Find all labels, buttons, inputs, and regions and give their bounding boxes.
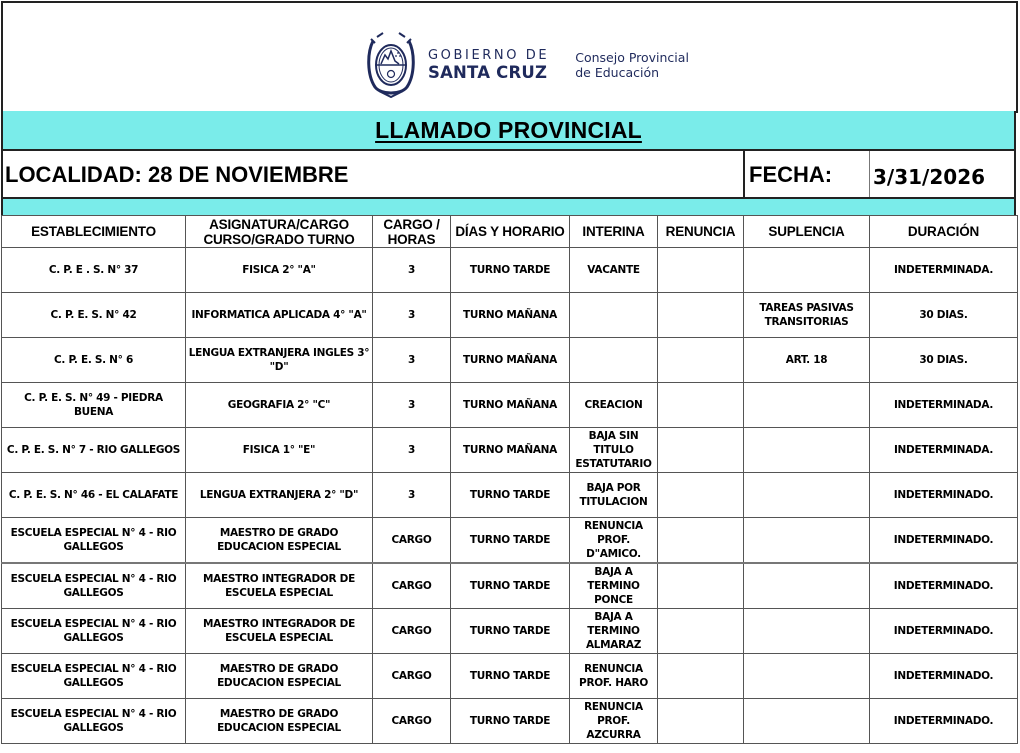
dias-horario-cell: TURNO TARDE	[451, 563, 570, 609]
positions-table	[1, 215, 1018, 744]
table-row	[2, 248, 1018, 293]
establecimiento-cell: ESCUELA ESPECIAL N° 4 - RIO GALLEGOS	[2, 609, 186, 654]
interina-cell: RENUNCIA PROF. D"AMICO.	[570, 518, 658, 564]
interina-cell: BAJA POR TITULACION	[570, 473, 658, 518]
santa-cruz-coat-of-arms-icon	[365, 29, 417, 101]
dias-horario-cell: TURNO MAÑANA	[451, 293, 570, 338]
column-header: RENUNCIA	[658, 216, 744, 248]
establecimiento-cell: C. P. E. S. N° 6	[2, 338, 186, 383]
table-row	[2, 428, 1018, 473]
suplencia-cell	[744, 699, 870, 744]
table-row	[2, 518, 1018, 564]
suplencia-cell	[744, 473, 870, 518]
table-row	[2, 563, 1018, 609]
interina-cell: BAJA A TERMINO ALMARAZ	[570, 609, 658, 654]
renuncia-cell	[658, 293, 744, 338]
cargo-horas-cell: CARGO	[373, 518, 451, 564]
duracion-cell: 30 DIAS.	[870, 338, 1018, 383]
renuncia-cell	[658, 248, 744, 293]
interina-cell	[570, 338, 658, 383]
duracion-cell: 30 DIAS.	[870, 293, 1018, 338]
table-row	[2, 338, 1018, 383]
institution-logo	[365, 29, 689, 101]
table-row	[2, 654, 1018, 699]
suplencia-cell	[744, 518, 870, 564]
dias-horario-cell: TURNO MAÑANA	[451, 383, 570, 428]
establecimiento-cell: ESCUELA ESPECIAL N° 4 - RIO GALLEGOS	[2, 563, 186, 609]
renuncia-cell	[658, 563, 744, 609]
asignatura-cell: MAESTRO DE GRADO EDUCACION ESPECIAL	[186, 654, 373, 699]
suplencia-cell	[744, 248, 870, 293]
duracion-cell: INDETERMINADO.	[870, 699, 1018, 744]
suplencia-cell: ART. 18	[744, 338, 870, 383]
interina-cell: RENUNCIA PROF. AZCURRA	[570, 699, 658, 744]
duracion-cell: INDETERMINADA.	[870, 383, 1018, 428]
interina-cell: VACANTE	[570, 248, 658, 293]
suplencia-cell	[744, 563, 870, 609]
interina-cell: BAJA A TERMINO PONCE	[570, 563, 658, 609]
asignatura-cell: MAESTRO DE GRADO EDUCACION ESPECIAL	[186, 699, 373, 744]
renuncia-cell	[658, 383, 744, 428]
renuncia-cell	[658, 518, 744, 564]
dias-horario-cell: TURNO TARDE	[451, 699, 570, 744]
duracion-cell: INDETERMINADO.	[870, 473, 1018, 518]
dias-horario-cell: TURNO TARDE	[451, 609, 570, 654]
column-header: ESTABLECIMIENTO	[2, 216, 186, 248]
dias-horario-cell: TURNO TARDE	[451, 654, 570, 699]
establecimiento-cell: C. P. E . S. N° 37	[2, 248, 186, 293]
suplencia-cell	[744, 428, 870, 473]
interina-cell: BAJA SIN TITULO ESTATUTARIO	[570, 428, 658, 473]
suplencia-cell	[744, 654, 870, 699]
renuncia-cell	[658, 699, 744, 744]
column-header: CARGO / HORAS	[373, 216, 451, 248]
table-row	[2, 699, 1018, 744]
government-name	[428, 49, 549, 82]
duracion-cell: INDETERMINADO.	[870, 563, 1018, 609]
cargo-horas-cell: 3	[373, 383, 451, 428]
cargo-horas-cell: CARGO	[373, 699, 451, 744]
table-row	[2, 609, 1018, 654]
column-header: DURACIÓN	[870, 216, 1018, 248]
fecha-label: FECHA:	[749, 162, 833, 187]
establecimiento-cell: C. P. E. S. N° 42	[2, 293, 186, 338]
table-row	[2, 383, 1018, 428]
asignatura-cell: FISICA 2° "A"	[186, 248, 373, 293]
dias-horario-cell: TURNO TARDE	[451, 518, 570, 564]
column-header: SUPLENCIA	[744, 216, 870, 248]
duracion-cell: INDETERMINADO.	[870, 518, 1018, 564]
suplencia-cell: TAREAS PASIVAS TRANSITORIAS	[744, 293, 870, 338]
asignatura-cell: MAESTRO INTEGRADOR DE ESCUELA ESPECIAL	[186, 609, 373, 654]
location-row	[1, 149, 1016, 199]
council-line-1: Consejo Provincial	[575, 50, 689, 65]
establecimiento-cell: ESCUELA ESPECIAL N° 4 - RIO GALLEGOS	[2, 699, 186, 744]
suplencia-cell	[744, 383, 870, 428]
separator-band	[1, 199, 1016, 215]
duracion-cell: INDETERMINADO.	[870, 609, 1018, 654]
renuncia-cell	[658, 609, 744, 654]
column-header: INTERINA	[570, 216, 658, 248]
renuncia-cell	[658, 654, 744, 699]
council-name	[575, 50, 689, 80]
suplencia-cell	[744, 609, 870, 654]
dias-horario-cell: TURNO MAÑANA	[451, 428, 570, 473]
establecimiento-cell: C. P. E. S. N° 7 - RIO GALLEGOS	[2, 428, 186, 473]
renuncia-cell	[658, 338, 744, 383]
cargo-horas-cell: CARGO	[373, 654, 451, 699]
establecimiento-cell: ESCUELA ESPECIAL N° 4 - RIO GALLEGOS	[2, 518, 186, 564]
asignatura-cell: LENGUA EXTRANJERA 2° "D"	[186, 473, 373, 518]
dias-horario-cell: TURNO TARDE	[451, 473, 570, 518]
cargo-horas-cell: 3	[373, 473, 451, 518]
column-header: ASIGNATURA/CARGO CURSO/GRADO TURNO	[186, 216, 373, 248]
cargo-horas-cell: 3	[373, 428, 451, 473]
duracion-cell: INDETERMINADA.	[870, 428, 1018, 473]
column-header: DÍAS Y HORARIO	[451, 216, 570, 248]
duracion-cell: INDETERMINADA.	[870, 248, 1018, 293]
table-row	[2, 473, 1018, 518]
table-row	[2, 293, 1018, 338]
fecha-value: 3/31/2026	[873, 165, 986, 189]
asignatura-cell: MAESTRO DE GRADO EDUCACION ESPECIAL	[186, 518, 373, 564]
interina-cell: CREACION	[570, 383, 658, 428]
date-cell	[869, 151, 1014, 197]
cargo-horas-cell: 3	[373, 293, 451, 338]
cargo-horas-cell: CARGO	[373, 563, 451, 609]
interina-cell: RENUNCIA PROF. HARO	[570, 654, 658, 699]
renuncia-cell	[658, 428, 744, 473]
cargo-horas-cell: 3	[373, 338, 451, 383]
renuncia-cell	[658, 473, 744, 518]
asignatura-cell: GEOGRAFIA 2° "C"	[186, 383, 373, 428]
cargo-horas-cell: 3	[373, 248, 451, 293]
dias-horario-cell: TURNO MAÑANA	[451, 338, 570, 383]
localidad-label: LOCALIDAD: 28 DE NOVIEMBRE	[5, 162, 349, 187]
council-line-2: de Educación	[575, 65, 660, 80]
dias-horario-cell: TURNO TARDE	[451, 248, 570, 293]
cargo-horas-cell: CARGO	[373, 609, 451, 654]
page-title: LLAMADO PROVINCIAL	[375, 116, 642, 143]
interina-cell	[570, 293, 658, 338]
title-band	[1, 111, 1016, 149]
asignatura-cell: FISICA 1° "E"	[186, 428, 373, 473]
asignatura-cell: INFORMATICA APLICADA 4° "A"	[186, 293, 373, 338]
establecimiento-cell: C. P. E. S. N° 49 - PIEDRA BUENA	[2, 383, 186, 428]
table-header-row	[2, 216, 1018, 248]
government-line-2: SANTA CRUZ	[428, 62, 548, 82]
establecimiento-cell: C. P. E. S. N° 46 - EL CALAFATE	[2, 473, 186, 518]
fecha-cell	[743, 151, 869, 197]
logo-header	[1, 1, 1018, 113]
establecimiento-cell: ESCUELA ESPECIAL N° 4 - RIO GALLEGOS	[2, 654, 186, 699]
asignatura-cell: MAESTRO INTEGRADOR DE ESCUELA ESPECIAL	[186, 563, 373, 609]
government-line-1: GOBIERNO DE	[428, 47, 550, 63]
asignatura-cell: LENGUA EXTRANJERA INGLES 3° "D"	[186, 338, 373, 383]
duracion-cell: INDETERMINADO.	[870, 654, 1018, 699]
